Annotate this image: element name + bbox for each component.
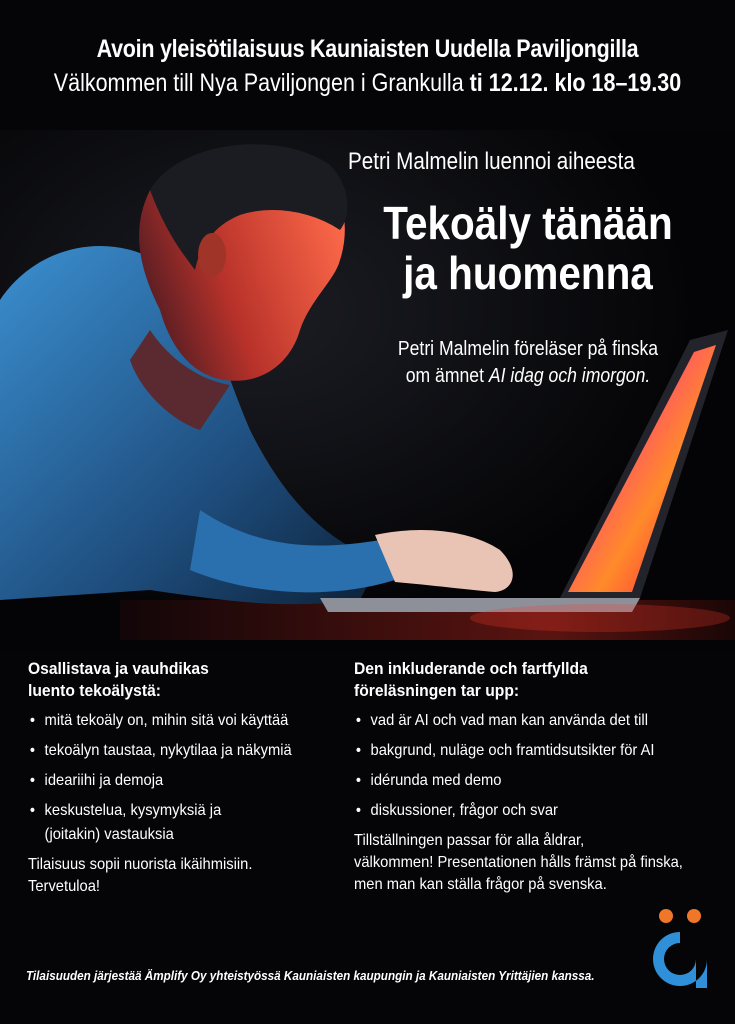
swedish-intro-line1: Petri Malmelin föreläser på finska: [397, 338, 659, 360]
list-item: • diskussioner, frågor och svar: [354, 800, 690, 822]
finnish-heading: [28, 658, 350, 702]
amplify-logo-icon: [644, 906, 716, 996]
finnish-bullet-list: [28, 710, 378, 822]
main-title: [370, 198, 687, 298]
finnish-heading-line1: Osallistava ja vauhdikas: [28, 659, 209, 678]
swedish-intro: [387, 336, 669, 390]
swedish-bullet-list: [354, 710, 719, 822]
list-item-continuation: (joitakin) vastauksia: [44, 826, 174, 843]
swedish-heading-line2: föreläsningen tar upp:: [354, 681, 520, 700]
main-title-line1: Tekoäly tänään: [383, 197, 673, 249]
list-item: • bakgrund, nuläge och framtidsutsikter för AI: [354, 740, 690, 762]
finnish-column: [28, 658, 378, 898]
list-item: • vad är AI och vad man kan använda det till: [354, 710, 690, 732]
organizer-footer: Tilaisuuden järjestää Ämplify Oy yhteistyössä Kauniaisten kaupungin ja Kauniaisten Yrittäjien kanssa.: [26, 968, 595, 983]
finnish-note-line2: Tervetuloa!: [28, 878, 101, 895]
finnish-heading-line2: luento tekoälystä:: [28, 681, 161, 700]
list-item: • mitä tekoäly on, mihin sitä voi käyttää: [28, 710, 350, 732]
swedish-heading: [354, 658, 690, 702]
list-item: • idérunda med demo: [354, 770, 690, 792]
list-item: • tekoälyn taustaa, nykytilaa ja näkymiä: [28, 740, 350, 762]
list-item: • ideariihi ja demoja: [28, 770, 350, 792]
finnish-note-line1: Tilaisuus sopii nuorista ikäihmisiin.: [28, 856, 253, 873]
swedish-intro-topic: AI idag och imorgon.: [488, 365, 651, 387]
swedish-heading-line1: Den inkluderande och fartfyllda: [354, 659, 588, 678]
list-item: • keskustelua, kysymyksiä ja: [28, 800, 350, 822]
lecturer-intro: Petri Malmelin luennoi aiheesta: [348, 148, 635, 175]
swedish-note-line1: Tillställningen passar för alla åldrar,: [354, 832, 585, 849]
swedish-intro-prefix: om ämnet: [405, 365, 489, 387]
header-datetime: ti 12.12. klo 18–19.30: [469, 69, 682, 97]
header: [0, 32, 735, 100]
swedish-intro-line2: [387, 363, 669, 390]
header-title: Avoin yleisötilaisuus Kauniaisten Uudella Paviljongilla: [96, 35, 639, 63]
swedish-column: [354, 658, 719, 896]
header-subtitle: [51, 66, 683, 100]
swedish-note-line2: välkommen! Presentationen hålls främst på finska,: [354, 854, 683, 871]
header-venue: Välkommen till Nya Paviljongen i Grankulla: [53, 69, 464, 97]
swedish-note-line3: men man kan ställa frågor på svenska.: [354, 876, 607, 893]
main-title-line2: ja huomenna: [403, 247, 653, 299]
